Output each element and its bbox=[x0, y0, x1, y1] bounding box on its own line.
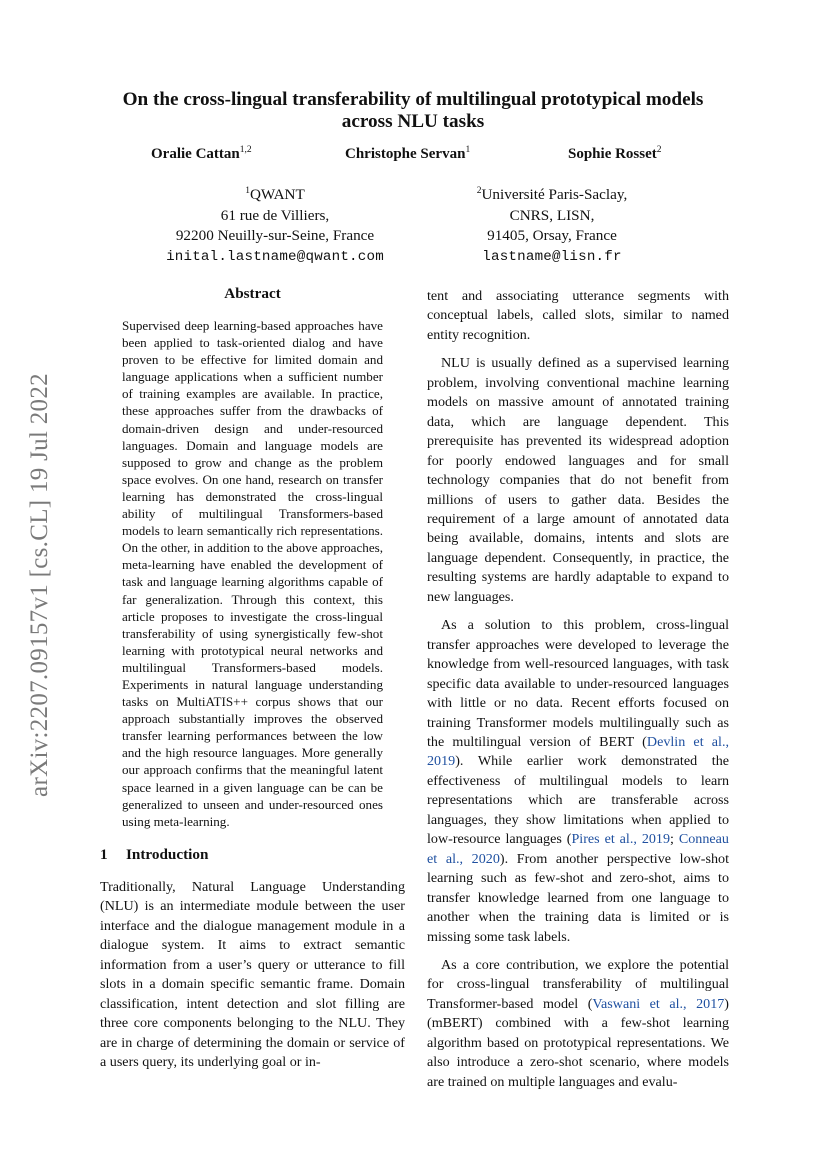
section-heading: 1 Introduction bbox=[100, 846, 209, 863]
paragraph: NLU is usually defined as a supervised learning problem, involving conventional machine learning models on massive amount of annotated training data, which are language dependent. This prerequisite has prevented its widespread adoption for poorly endowed languages and for small technology companies that do not benefit from millions of users to gather data. Besides the requirement of a large amount of annotated data being available, domains, intents and slots are language dependent. Consequently, in practice, the resulting systems are hardly adaptable to expand to new languages. bbox=[427, 355, 729, 605]
abstract-heading: Abstract bbox=[224, 285, 281, 302]
paragraph: tent and associating utterance segments with conceptual labels, called slots, similar to named entity recognition. bbox=[427, 288, 729, 343]
citation-link[interactable]: Pires et al., 2019 bbox=[571, 831, 671, 848]
arxiv-id: arXiv:2207.09157v1 [cs.CL] 19 Jul 2022 bbox=[26, 373, 53, 797]
affiliation: $^1$QWANT 61 rue de Villiers, 92200 Neuilly-sur-Seine, France inital.lastname@qwant.com bbox=[130, 181, 420, 267]
left-column bbox=[100, 878, 405, 1073]
affiliation: $^2$Université Paris-Saclay, CNRS, LISN, 91405, Orsay, France lastname@lisn.fr bbox=[452, 181, 652, 267]
paragraph: As a core contribution, we explore the potential for cross-lingual transferability of multilingual Transformer-based model (Vaswani et al., 2017) (mBERT) combined with a few-shot learning algorithm based on prototypical representations. We also introduce a zero-shot scenario, where models are trained on multiple languages and evalu- bbox=[427, 956, 729, 1090]
citation-link[interactable]: Vaswani et al., 2017 bbox=[592, 995, 725, 1012]
author: Sophie Rosset$^2$ bbox=[568, 145, 662, 162]
email: lastname@lisn.fr bbox=[482, 248, 622, 265]
arxiv-watermark bbox=[23, 350, 57, 820]
author: Oralie Cattan$^{1,2}$ bbox=[151, 145, 252, 162]
author: Christophe Servan$^1$ bbox=[345, 145, 471, 162]
paragraph: Traditionally, Natural Language Understanding (NLU) is an intermediate module between the user interface and the dialogue management module in a dialogue system. It aims to extract semantic information from a user’s query or utterance to fill slots in a domain specific semantic frame. Domain classification, intent detection and slot filling are three core components belonging to the NLU. They are in charge of determining the domain or service of a users query, its underlying goal or in- bbox=[100, 879, 405, 1071]
author-list bbox=[0, 145, 826, 167]
citation-link[interactable]: Devlin et al., 2019 bbox=[427, 733, 730, 770]
paper-title: On the cross-lingual transferability of multilingual prototypical models across NLU tasks bbox=[122, 89, 704, 132]
right-column bbox=[427, 287, 729, 1092]
email: inital.lastname@qwant.com bbox=[166, 248, 384, 265]
paragraph: As a solution to this problem, cross-lingual transfer approaches were developed to leverage the knowledge from well-resourced languages, with task specific data available to under-resourced languages with little or no data. Recent efforts focused on training Transformer models multilingually such as the multilingual version of BERT (Devlin et al., 2019). While earlier work demonstrated the effectiveness of multilingual models to learn representations which are transferable across languages, they show limitations when applied to low-resource languages (Pires et al., 2019; Conneau et al., 2020). From another perspective low-shot learning such as few-shot and zero-shot, aims to transfer knowledge learned from one language to another when the training data is limited or is missing some task labels. bbox=[427, 617, 730, 945]
abstract-body: Supervised deep learning-based approaches have been applied to task-oriented dialog and have proven to be effective for limited domain and language applications when a sufficient number of training examples are available. In practice, these approaches suffer from the drawbacks of domain-driven design and under-resourced languages. Domain and language models are supposed to grow and change as the problem space evolves. On one hand, research on transfer learning has demonstrated the cross-lingual ability of multilingual Transformers-based models to learn semantically rich representations. On the other, in addition to the above approaches, meta-learning have enabled the development of task and language learning algorithms capable of far generalization. Through this context, this article proposes to investigate the cross-lingual transferability of using synergistically few-shot learning with prototypical neural networks and multilingual Transformers-based models. Experiments in natural language understanding tasks on MultiATIS++ corpus shows that our approach substantially improves the observed transfer learning performances between the low and the high resource languages. More generally our approach confirms that the meaningful latent space learned in a given language can be can be generalized to unseen and under-resourced ones using meta-learning. bbox=[122, 318, 383, 829]
citation-link[interactable]: Conneau et al., 2020 bbox=[427, 831, 729, 867]
